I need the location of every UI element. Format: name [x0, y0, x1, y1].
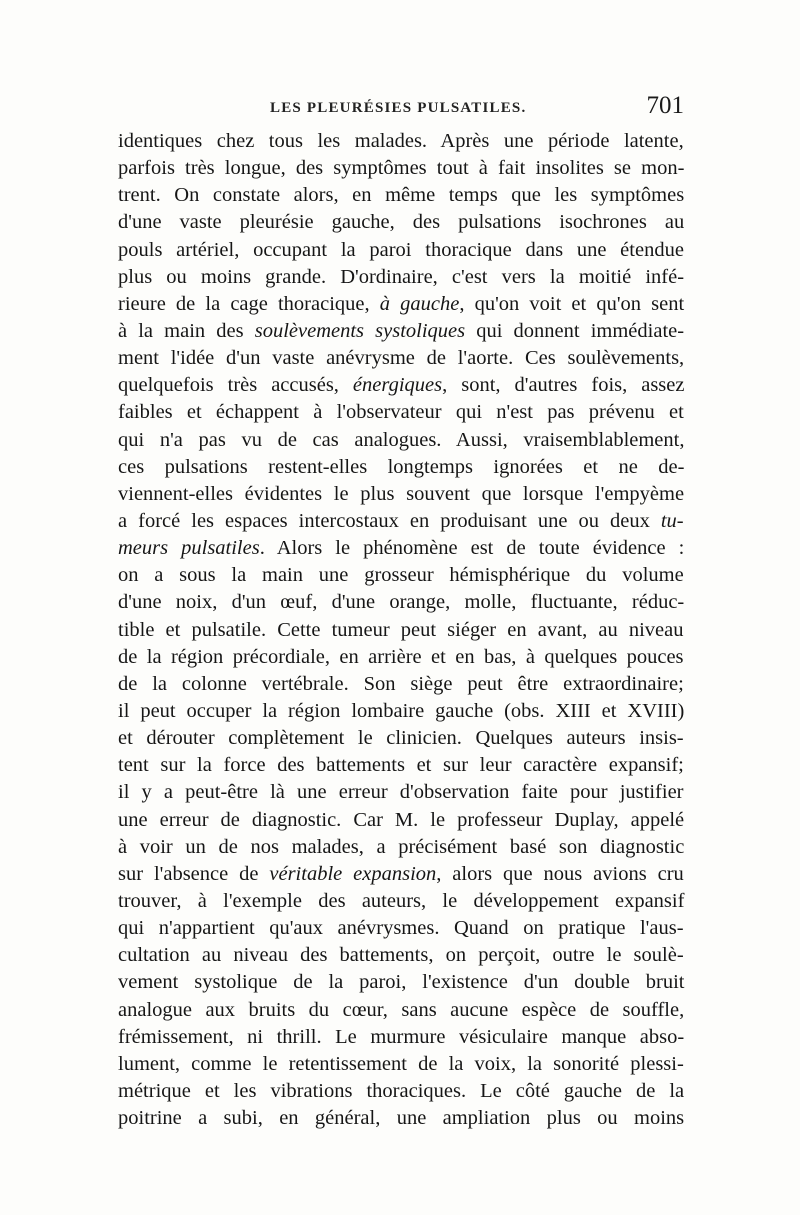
- text-line: [118, 372, 684, 399]
- text-line: [118, 155, 684, 182]
- text-segment: . Alors le phénomène est de toute évidence :: [259, 537, 685, 560]
- text-line: [118, 318, 684, 345]
- text-segment: il y a peut-être là une erreur d'observation faite pour justifier: [118, 781, 684, 804]
- text-segment: pouls artériel, occupant la paroi thoracique dans une étendue: [118, 238, 684, 261]
- italic-segment: meurs pulsatiles: [118, 537, 260, 560]
- text-segment: , alors que nous avions cru: [436, 862, 684, 885]
- text-segment: quelquefois très accusés,: [118, 374, 353, 397]
- body-text: [118, 128, 684, 1132]
- italic-segment: véritable expansion: [269, 862, 437, 885]
- text-line: [118, 345, 684, 372]
- text-line: [118, 617, 684, 644]
- text-segment: , qu'on voit et qu'on sent: [459, 292, 685, 315]
- text-segment: qui n'appartient qu'aux anévrysmes. Quand on pratique l'aus-: [118, 917, 684, 940]
- running-head: [118, 92, 684, 126]
- text-line: [118, 997, 684, 1024]
- text-segment: , sont, d'autres fois, assez: [442, 374, 685, 397]
- italic-segment: à gauche: [379, 292, 460, 315]
- text-line: [118, 291, 684, 318]
- text-segment: d'une noix, d'un œuf, d'une orange, molle, fluctuante, réduc-: [118, 591, 685, 614]
- text-segment: d'une vaste pleurésie gauche, des pulsations isochrones au: [118, 211, 685, 234]
- text-segment: frémissement, ni thrill. Le murmure vésiculaire manque abso-: [118, 1025, 685, 1048]
- text-segment: à voir un de nos malades, a précisément basé son diagnostic: [118, 835, 685, 858]
- text-line: [118, 834, 684, 861]
- text-line: [118, 915, 684, 942]
- text-segment: ment l'idée d'un vaste anévrysme de l'aorte. Ces soulèvements,: [118, 347, 685, 370]
- text-segment: a forcé les espaces intercostaux en produisant une ou deux: [118, 509, 661, 532]
- text-segment: à la main des: [118, 319, 255, 342]
- text-line: [118, 399, 684, 426]
- text-line: [118, 698, 684, 725]
- text-line: [118, 481, 684, 508]
- text-line: [118, 644, 684, 671]
- text-line: [118, 454, 684, 481]
- text-segment: rieure de la cage thoracique,: [118, 292, 380, 315]
- text-line: [118, 1078, 684, 1105]
- text-segment: poitrine a subi, en général, une ampliation plus ou moins: [118, 1107, 685, 1130]
- text-segment: tible et pulsatile. Cette tumeur peut siéger en avant, au niveau: [118, 618, 684, 641]
- page-number: 701: [646, 92, 684, 119]
- italic-segment: énergiques: [352, 374, 443, 397]
- text-line: [118, 128, 684, 155]
- text-segment: de la colonne vertébrale. Son siège peut être extraordinaire;: [118, 672, 684, 695]
- text-segment: parfois très longue, des symptômes tout à fait insolites se mon-: [118, 157, 685, 180]
- text-line: [118, 209, 684, 236]
- text-segment: on a sous la main une grosseur hémisphérique du volume: [118, 564, 684, 587]
- text-segment: analogue aux bruits du cœur, sans aucune espèce de souffle,: [118, 998, 685, 1021]
- text-segment: trent. On constate alors, en même temps que les symptômes: [118, 184, 685, 207]
- text-segment: il peut occuper la région lombaire gauche (obs. XIII et XVIII): [118, 699, 685, 722]
- text-segment: lument, comme le retentissement de la voix, la sonorité plessi-: [118, 1052, 684, 1075]
- text-line: [118, 671, 684, 698]
- text-line: [118, 861, 684, 888]
- text-line: [118, 237, 684, 264]
- italic-segment: soulèvements systoliques: [254, 319, 466, 342]
- text-segment: et dérouter complètement le clinicien. Quelques auteurs insis-: [118, 727, 684, 750]
- text-segment: identiques chez tous les malades. Après une période latente,: [118, 130, 684, 152]
- text-line: [118, 942, 684, 969]
- text-line: [118, 535, 684, 562]
- text-line: [118, 888, 684, 915]
- text-segment: qui donnent immédiate-: [465, 319, 685, 342]
- text-segment: vement systolique de la paroi, l'existence d'un double bruit: [118, 971, 685, 994]
- text-line: [118, 969, 684, 996]
- text-segment: qui n'a pas vu de cas analogues. Aussi, vraisemblablement,: [118, 428, 685, 451]
- text-segment: plus ou moins grande. D'ordinaire, c'est vers la moitié infé-: [118, 265, 685, 288]
- text-segment: de la région précordiale, en arrière et en bas, à quelques pouces: [118, 645, 684, 668]
- text-line: [118, 779, 684, 806]
- text-line: [118, 1105, 684, 1132]
- text-line: [118, 1024, 684, 1051]
- text-line: [118, 725, 684, 752]
- text-segment: ces pulsations restent-elles longtemps ignorées et ne de-: [118, 455, 685, 478]
- text-segment: sur l'absence de: [118, 862, 270, 885]
- text-line: [118, 264, 684, 291]
- text-segment: faibles et échappent à l'observateur qui n'est pas prévenu et: [118, 401, 684, 424]
- italic-segment: tu-: [660, 509, 684, 532]
- running-title: LES PLEURÉSIES PULSATILES.: [270, 100, 527, 116]
- text-line: [118, 1051, 684, 1078]
- text-segment: une erreur de diagnostic. Car M. le professeur Duplay, appelé: [118, 808, 685, 831]
- text-line: [118, 427, 684, 454]
- text-line: [118, 752, 684, 779]
- text-segment: tent sur la force des battements et sur leur caractère expansif;: [118, 754, 684, 777]
- text-segment: viennent-elles évidentes le plus souvent que lorsque l'empyème: [118, 482, 685, 505]
- text-line: [118, 508, 684, 535]
- text-line: [118, 589, 684, 616]
- text-line: [118, 807, 684, 834]
- text-line: [118, 562, 684, 589]
- text-segment: métrique et les vibrations thoraciques. Le côté gauche de la: [118, 1079, 685, 1102]
- text-line: [118, 182, 684, 209]
- text-segment: trouver, à l'exemple des auteurs, le développement expansif: [118, 889, 685, 912]
- text-segment: cultation au niveau des battements, on perçoit, outre le soulè-: [118, 944, 684, 967]
